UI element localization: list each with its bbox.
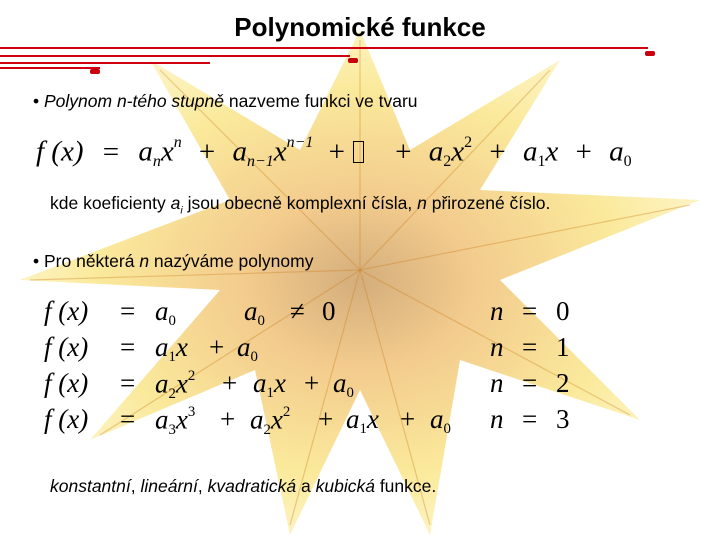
- bullet-special-cases: • Pro některá n nazýváme polynomy: [33, 251, 314, 271]
- function-names-line: konstantní, lineární, kvadratická a kubická funkce.: [50, 476, 437, 496]
- missing-glyph-box: [353, 141, 364, 163]
- coefficient-description: kde koeficienty $a_i$ jsou obecně komplexní čísla, n přirozené číslo.: [50, 193, 551, 217]
- bullet-polynom: • Polynom n-tého stupně nazveme funkci ve tvaru: [33, 91, 418, 111]
- general-polynomial-formula: f $(x) = a_nx^n + a_{n-1}x^{n-1}$ + + $a_2x^2 + a_1x + a_0$: [36, 134, 632, 171]
- page-title: Polynomické funkce: [234, 12, 486, 42]
